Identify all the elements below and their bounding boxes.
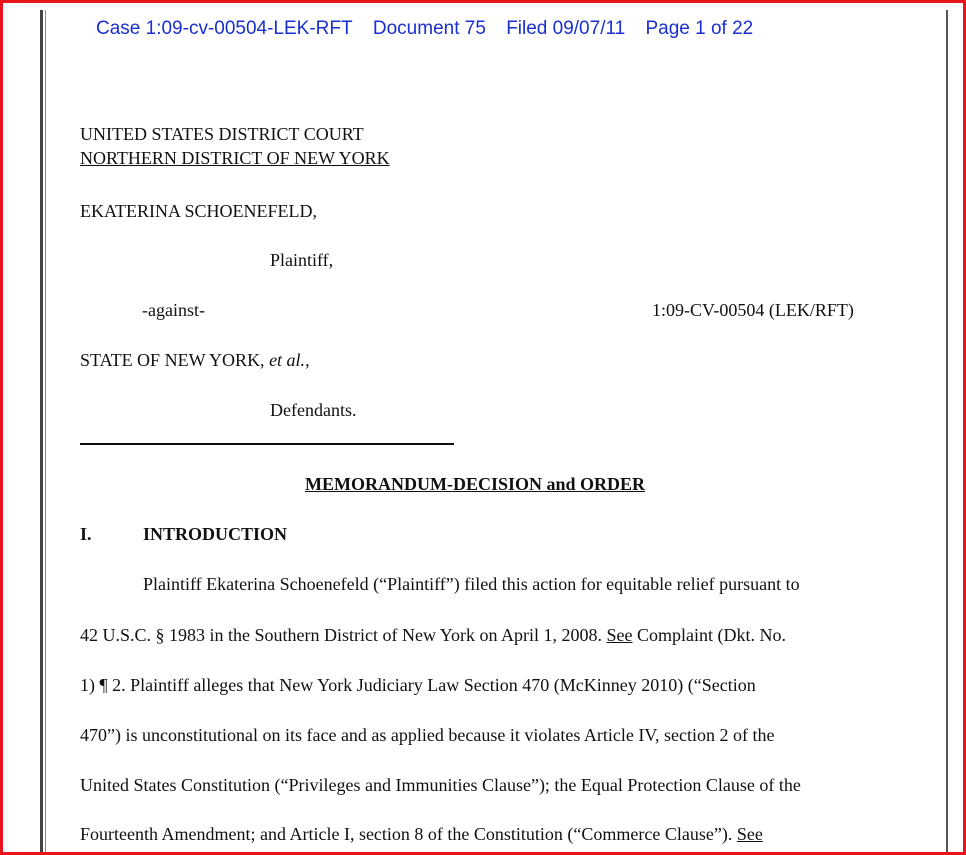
- header-page: Page 1 of 22: [645, 18, 754, 39]
- plaintiff-name: EKATERINA SCHOENEFELD,: [80, 201, 317, 221]
- body-line: 470”) is unconstitutional on its face and as applied because it violates Article IV, section 2 of the: [80, 725, 775, 745]
- defendant-name: STATE OF NEW YORK, et al.,: [80, 350, 310, 370]
- court-name: UNITED STATES DISTRICT COURT: [80, 124, 364, 144]
- defendant-role: Defendants.: [270, 400, 357, 420]
- page-right-edge: [946, 10, 948, 852]
- plaintiff-role: Plaintiff,: [270, 250, 334, 270]
- case-number: 1:09-CV-00504 (LEK/RFT): [652, 300, 854, 320]
- section-number: I.: [80, 524, 92, 544]
- body-line: United States Constitution (“Privileges and Immunities Clause”); the Equal Protection Clause of the: [80, 775, 801, 795]
- body-line: Plaintiff Ekaterina Schoenefeld (“Plaintiff”) filed this action for equitable relief pursuant to: [143, 574, 800, 594]
- header-filed: Filed 09/07/11: [506, 18, 626, 39]
- page-left-edge: [40, 10, 43, 852]
- ecf-header-stamp: [96, 18, 768, 40]
- body-line: 42 U.S.C. § 1983 in the Southern District of New York on April 1, 2008. See Complaint (Dkt. No.: [80, 625, 786, 645]
- see-citation: See: [606, 625, 633, 645]
- page-left-edge-inner: [45, 10, 46, 852]
- caption-rule: [80, 443, 454, 445]
- see-citation: See: [736, 824, 763, 844]
- defendant-etal: et al.: [269, 350, 306, 370]
- document-title: MEMORANDUM-DECISION and ORDER: [305, 474, 646, 494]
- body-line: 1) ¶ 2. Plaintiff alleges that New York Judiciary Law Section 470 (McKinney 2010) (“Section: [80, 675, 756, 695]
- section-heading: INTRODUCTION: [143, 524, 288, 544]
- district-name: NORTHERN DISTRICT OF NEW YORK: [80, 148, 390, 168]
- header-case: Case 1:09-cv-00504-LEK-RFT: [96, 18, 353, 39]
- header-document: Document 75: [372, 18, 486, 39]
- against-label: -against-: [142, 300, 205, 320]
- body-line: Fourteenth Amendment; and Article I, section 8 of the Constitution (“Commerce Clause”). See: [80, 824, 763, 844]
